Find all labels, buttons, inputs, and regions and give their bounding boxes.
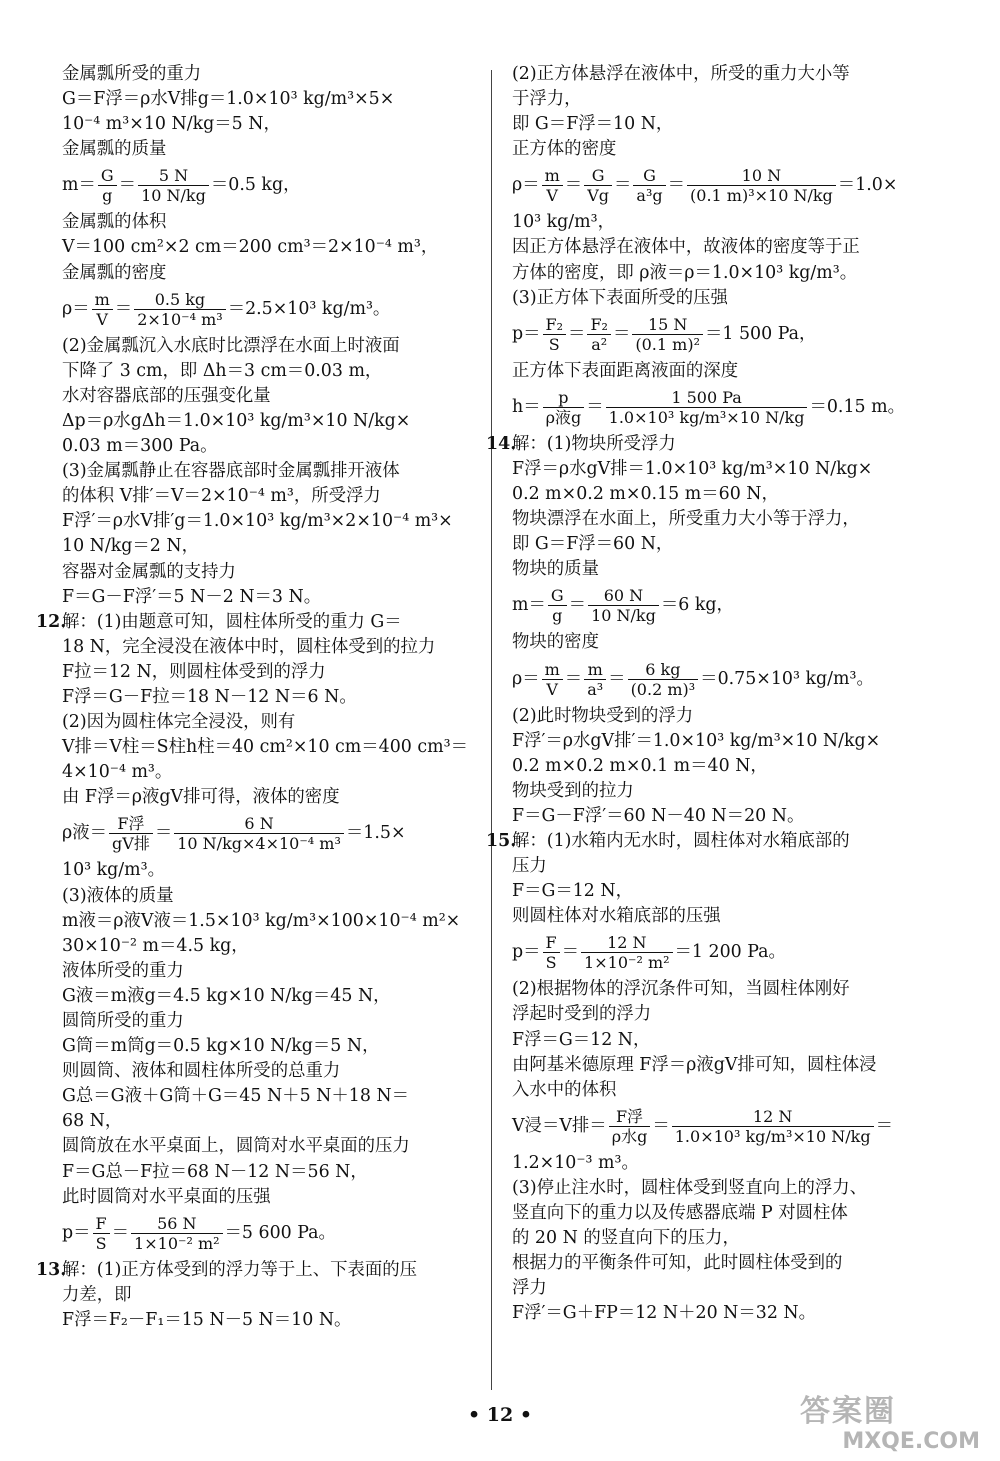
formula-line	[62, 162, 482, 210]
line-text: G＝F浮＝ρ水V排g＝1.0×10³ kg/m³×5×	[62, 89, 395, 110]
fraction	[687, 166, 836, 205]
line-text: 0.03 m＝300 Pa。	[62, 436, 218, 457]
formula-line	[512, 1103, 940, 1151]
line-text: F浮＝ρ水gV排＝1.0×10³ kg/m³×10 N/kg×	[512, 458, 873, 479]
fraction-numerator: 1 500 Pa	[606, 388, 808, 408]
formula-text: ＝	[111, 1222, 130, 1243]
text-line	[512, 1176, 940, 1201]
fraction	[632, 315, 703, 354]
text-line	[62, 585, 482, 610]
text-line	[512, 62, 940, 87]
line-text: V排＝V柱＝S柱h柱＝40 cm²×10 cm＝400 cm³＝	[62, 737, 468, 758]
formula-line	[62, 810, 482, 858]
line-text: 即 G＝F浮＝10 N，	[512, 114, 674, 135]
text-line	[62, 1009, 482, 1034]
formula-text: ＝	[612, 323, 631, 344]
line-text: 物块受到的拉力	[512, 780, 634, 801]
formula-text: V浸＝V排＝	[512, 1115, 607, 1136]
line-text: 1.2×10⁻³ m³。	[512, 1152, 639, 1173]
fraction-denominator: V	[96, 309, 108, 329]
text-line	[62, 459, 482, 484]
text-line	[62, 785, 482, 810]
formula-text: p＝	[512, 942, 541, 963]
text-line	[512, 904, 940, 929]
line-text: 由 F浮＝ρ液gV排可得，液体的密度	[62, 787, 340, 808]
text-line	[62, 334, 482, 359]
text-line	[62, 1059, 482, 1084]
line-text: F浮＝G－F拉＝18 N－12 N＝6 N。	[62, 686, 357, 707]
fraction	[587, 315, 611, 354]
line-text: 即 G＝F浮＝60 N，	[512, 534, 674, 555]
text-line	[62, 112, 482, 137]
text-line	[62, 1134, 482, 1159]
text-line	[62, 1185, 482, 1210]
problem-number: 15.	[486, 830, 517, 851]
formula-text: h＝	[512, 396, 541, 417]
problem-heading-line	[36, 610, 482, 635]
formula-text: ＝5 600 Pa。	[224, 1222, 336, 1243]
fraction	[131, 1214, 222, 1253]
text-line	[62, 934, 482, 959]
line-text: 金属瓢所受的重力	[62, 64, 202, 84]
line-text: G筒＝m筒g＝0.5 kg×10 N/kg＝5 N，	[62, 1036, 380, 1057]
fraction-denominator: 1.0×10³ kg/m³×10 N/kg	[674, 1126, 871, 1146]
line-text: 圆筒所受的重力	[62, 1011, 184, 1031]
formula-text: ＝	[154, 823, 173, 844]
text-line	[512, 729, 940, 754]
line-text: 10⁻⁴ m³×10 N/kg＝5 N，	[62, 114, 281, 135]
fraction	[581, 933, 672, 972]
text-line	[512, 557, 940, 582]
text-line	[512, 1078, 940, 1103]
formula-text: ＝1 200 Pa。	[674, 942, 786, 963]
line-text: 10 N/kg＝2 N，	[62, 536, 199, 557]
formula-text: ρ＝	[512, 668, 540, 689]
text-line	[62, 1308, 482, 1333]
text-line	[512, 235, 940, 260]
fraction-numerator: 6 kg	[628, 660, 699, 680]
fraction-denominator: 1.0×10³ kg/m³×10 N/kg	[608, 407, 805, 427]
text-line	[512, 1201, 940, 1226]
fraction	[633, 166, 665, 205]
text-line	[512, 804, 940, 829]
line-text: m液＝ρ液V液＝1.5×10³ kg/m³×100×10⁻⁴ m²×	[62, 910, 461, 931]
fraction-denominator: 10 N/kg×4×10⁻⁴ m³	[177, 834, 341, 854]
fraction-numerator: F₂	[587, 315, 611, 335]
line-text: 浮力	[512, 1278, 547, 1299]
line-text: 金属瓢的体积	[62, 212, 167, 233]
fraction-denominator: g	[552, 606, 563, 626]
fraction	[174, 814, 344, 853]
fraction	[543, 315, 567, 354]
text-line	[512, 210, 940, 235]
text-line	[62, 1084, 482, 1109]
line-text: 于浮力，	[512, 89, 582, 110]
formula-text: ＝	[608, 668, 626, 689]
line-text: G总＝G液＋G筒＋G＝45 N＋5 N＋18 N＝	[62, 1086, 410, 1107]
fraction	[606, 388, 808, 427]
fraction	[93, 1214, 110, 1253]
fraction	[98, 166, 117, 205]
fraction-denominator: gV排	[112, 834, 150, 854]
fraction-numerator: G	[548, 586, 567, 606]
problem-number: 13.	[36, 1259, 67, 1280]
text-line	[62, 760, 482, 785]
text-line	[62, 509, 482, 534]
formula-line	[512, 582, 940, 630]
line-text: F拉＝12 N，则圆柱体受到的浮力	[62, 661, 326, 682]
line-text: F浮′＝ρ水gV排′＝1.0×10³ kg/m³×10 N/kg×	[512, 730, 881, 751]
formula-text: ＝	[561, 942, 580, 963]
text-line	[62, 409, 482, 434]
line-text: 根据力的平衡条件可知，此时圆柱体受到的	[512, 1253, 843, 1274]
line-text: 入水中的体积	[512, 1079, 617, 1100]
formula-text: ＝	[564, 668, 583, 689]
formula-text: ＝0.5 kg，	[210, 175, 301, 196]
fraction-denominator: S	[95, 1233, 107, 1253]
fraction-numerator: p	[543, 388, 585, 408]
line-text: 金属瓢的密度	[62, 262, 167, 283]
text-line	[62, 534, 482, 559]
text-line	[512, 532, 940, 557]
formula-text: ＝0.15 m。	[809, 396, 905, 417]
text-line	[62, 62, 482, 87]
line-text: 解：(1)水箱内无水时，圆柱体对水箱底部的	[512, 830, 850, 851]
fraction-numerator: m	[542, 660, 563, 680]
fraction	[588, 586, 659, 625]
formula-text: m＝	[62, 175, 96, 196]
line-text: 物块漂浮在水面上，所受重力大小等于浮力，	[512, 509, 860, 530]
line-text: 方体的密度，即 ρ液＝ρ＝1.0×10³ kg/m³。	[512, 262, 858, 283]
fraction-numerator: F₂	[543, 315, 567, 335]
line-text: 由阿基米德原理 F浮＝ρ液gV排可知，圆柱体浸	[512, 1054, 877, 1075]
text-line	[512, 482, 940, 507]
fraction-denominator: Vg	[587, 186, 609, 206]
fraction-numerator: F浮	[109, 814, 153, 834]
text-line	[62, 137, 482, 162]
line-text: 10³ kg/m³，	[512, 212, 616, 233]
line-text: 10³ kg/m³。	[62, 860, 166, 881]
text-line	[512, 1053, 940, 1078]
formula-text: m＝	[512, 595, 546, 616]
fraction-numerator: m	[92, 290, 113, 310]
watermark-url: MXQE.COM	[842, 1429, 980, 1454]
line-text: 30×10⁻² m＝4.5 kg，	[62, 935, 249, 956]
text-line	[512, 286, 940, 311]
line-text: V＝100 cm²×2 cm＝200 cm³＝2×10⁻⁴ m³，	[62, 237, 439, 258]
text-line	[62, 710, 482, 735]
fraction-numerator: 12 N	[581, 933, 672, 953]
line-text: 68 N，	[62, 1111, 123, 1132]
fraction	[134, 290, 225, 329]
formula-text: ＝2.5×10³ kg/m³。	[227, 298, 391, 319]
formula-text: ＝1.5×	[345, 823, 406, 844]
fraction-denominator: 1×10⁻² m²	[134, 1233, 220, 1253]
fraction	[628, 660, 699, 699]
text-line	[62, 384, 482, 409]
problem-heading-line	[36, 1258, 482, 1283]
line-text: 正方体下表面距离液面的深度	[512, 360, 739, 381]
fraction-denominator: S	[548, 334, 560, 354]
fraction-numerator: F	[93, 1214, 110, 1234]
formula-line	[512, 311, 940, 359]
fraction-denominator: 10 N/kg	[141, 186, 206, 206]
fraction-denominator: ρ水g	[611, 1126, 648, 1146]
text-line	[512, 854, 940, 879]
formula-text: ＝	[118, 175, 137, 196]
line-text: 正方体的密度	[512, 139, 617, 160]
line-text: F浮′＝G＋FP＝12 N＋20 N＝32 N。	[512, 1303, 817, 1324]
formula-text: ρ液＝	[62, 823, 108, 844]
fraction-denominator: 2×10⁻⁴ m³	[137, 309, 223, 329]
text-line	[62, 210, 482, 235]
left-column	[36, 62, 482, 1333]
line-text: F浮＝G＝12 N，	[512, 1029, 651, 1050]
line-text: 0.2 m×0.2 m×0.1 m＝40 N，	[512, 755, 768, 776]
formula-line	[62, 286, 482, 334]
text-line	[512, 704, 940, 729]
fraction-numerator: F浮	[609, 1107, 651, 1127]
fraction-denominator: a³	[587, 679, 604, 699]
fraction-numerator: 15 N	[632, 315, 703, 335]
line-text: 浮起时受到的浮力	[512, 1004, 652, 1025]
text-line	[62, 858, 482, 883]
fraction-numerator: G	[98, 166, 117, 186]
line-text: 圆筒放在水平桌面上，圆筒对水平桌面的压力	[62, 1136, 410, 1157]
text-line	[62, 261, 482, 286]
line-text: (3)停止注水时，圆柱体受到竖直向上的浮力、	[512, 1177, 868, 1198]
text-line	[512, 977, 940, 1002]
text-line	[62, 909, 482, 934]
fraction-denominator: (0.1 m)³×10 N/kg	[690, 186, 833, 206]
fraction	[92, 290, 113, 329]
fraction	[542, 660, 563, 699]
line-text: 解：(1)由题意可知，圆柱体所受的重力 G＝	[62, 611, 402, 632]
line-text: 物块的质量	[512, 559, 599, 580]
fraction-numerator: G	[633, 166, 665, 186]
formula-text: ＝1 500 Pa，	[704, 323, 817, 344]
text-line	[512, 1028, 940, 1053]
line-text: (3)金属瓢静止在容器底部时金属瓢排开液体	[62, 461, 400, 482]
text-line	[62, 87, 482, 112]
line-text: 的 20 N 的竖直向下的压力，	[512, 1228, 740, 1249]
formula-text: ＝0.75×10³ kg/m³。	[700, 668, 874, 689]
problem-heading-line	[486, 829, 940, 854]
problem-number: 14.	[486, 433, 517, 454]
text-line	[512, 754, 940, 779]
fraction	[672, 1107, 874, 1146]
line-text: F浮＝F₂－F₁＝15 N－5 N＝10 N。	[62, 1309, 352, 1330]
fraction	[109, 814, 153, 853]
fraction-denominator: V	[546, 186, 558, 206]
fraction	[543, 388, 585, 427]
text-line	[512, 1301, 940, 1326]
fraction	[138, 166, 209, 205]
formula-text: ＝1.0×	[837, 175, 898, 196]
line-text: 因正方体悬浮在液体中，故液体的密度等于正	[512, 237, 860, 258]
formula-line	[62, 1210, 482, 1258]
right-column	[486, 62, 940, 1326]
line-text: F＝G－F浮′＝5 N－2 N＝3 N。	[62, 586, 322, 607]
text-line	[512, 112, 940, 137]
formula-text: p＝	[62, 1222, 91, 1243]
line-text: (2)金属瓢沉入水底时比漂浮在水面上时液面	[62, 335, 400, 356]
line-text: (2)此时物块受到的浮力	[512, 705, 694, 726]
line-text: (2)因为圆柱体完全浸没，则有	[62, 712, 296, 733]
fraction-numerator: F	[543, 933, 560, 953]
fraction-numerator: 0.5 kg	[134, 290, 225, 310]
fraction-numerator: 56 N	[131, 1214, 222, 1234]
formula-text: ＝	[614, 175, 632, 196]
line-text: 物块的密度	[512, 632, 599, 653]
line-text: (3)液体的质量	[62, 885, 174, 906]
text-line	[512, 507, 940, 532]
text-line	[512, 1276, 940, 1301]
formula-text: ＝	[568, 323, 586, 344]
text-line	[62, 959, 482, 984]
fraction-denominator: 10 N/kg	[591, 606, 656, 626]
line-text: 4×10⁻⁴ m³。	[62, 762, 173, 783]
text-line	[512, 1226, 940, 1251]
fraction	[584, 660, 606, 699]
text-line	[62, 1160, 482, 1185]
text-line	[512, 879, 940, 904]
text-line	[62, 1283, 482, 1308]
fraction-denominator: a³g	[636, 186, 663, 206]
formula-line	[512, 162, 940, 210]
formula-text: ＝6 kg，	[660, 595, 734, 616]
line-text: 解：(1)正方体受到的浮力等于上、下表面的压	[62, 1259, 418, 1280]
line-text: G液＝m液g＝4.5 kg×10 N/kg＝45 N，	[62, 985, 391, 1006]
text-line	[62, 735, 482, 760]
fraction-numerator: G	[584, 166, 612, 186]
text-line	[62, 359, 482, 384]
fraction	[543, 933, 560, 972]
line-text: 力差，即	[62, 1284, 132, 1305]
text-line	[62, 1034, 482, 1059]
line-text: (2)根据物体的浮沉条件可知，当圆柱体刚好	[512, 979, 850, 1000]
fraction-numerator: m	[542, 166, 563, 186]
line-text: 则圆筒、液体和圆柱体所受的总重力	[62, 1061, 341, 1082]
formula-text: ＝	[652, 1115, 670, 1136]
text-line	[512, 137, 940, 162]
text-line	[62, 434, 482, 459]
line-text: Δp＝ρ水gΔh＝1.0×10³ kg/m³×10 N/kg×	[62, 410, 411, 431]
fraction-denominator: (0.1 m)²	[635, 334, 700, 354]
formula-line	[512, 384, 940, 432]
text-line	[512, 87, 940, 112]
line-text: (3)正方体下表面所受的压强	[512, 287, 728, 308]
fraction-numerator: 6 N	[174, 814, 344, 834]
fraction-denominator: V	[546, 679, 558, 699]
text-line	[62, 984, 482, 1009]
text-line	[62, 685, 482, 710]
line-text: 0.2 m×0.2 m×0.15 m＝60 N，	[512, 484, 779, 505]
fraction-denominator: S	[545, 953, 557, 973]
line-text: 此时圆筒对水平桌面的压强	[62, 1186, 271, 1207]
fraction	[548, 586, 567, 625]
line-text: 液体所受的重力	[62, 960, 184, 981]
line-text: 18 N，完全浸没在液体中时，圆柱体受到的拉力	[62, 636, 436, 657]
fraction-denominator: (0.2 m)³	[630, 679, 696, 699]
text-line	[62, 660, 482, 685]
fraction-numerator: m	[584, 660, 606, 680]
line-text: F＝G－F浮′＝60 N－40 N＝20 N。	[512, 805, 805, 826]
fraction-numerator: 5 N	[138, 166, 209, 186]
text-line	[512, 1251, 940, 1276]
fraction-denominator: 1×10⁻² m²	[584, 953, 670, 973]
fraction-denominator: ρ液g	[545, 407, 582, 427]
fraction-denominator: g	[102, 186, 113, 206]
fraction-numerator: 12 N	[672, 1107, 874, 1127]
line-text: 竖直向下的重力以及传感器底端 P 对圆柱体	[512, 1203, 848, 1223]
line-text: F＝G＝12 N，	[512, 881, 634, 902]
page-number: • 12 •	[468, 1404, 532, 1426]
line-text: 下降了 3 cm，即 Δh＝3 cm＝0.03 m，	[62, 360, 383, 381]
text-line	[62, 884, 482, 909]
text-line	[512, 1002, 940, 1027]
formula-text: ＝	[875, 1115, 893, 1136]
problem-number: 12.	[36, 611, 67, 632]
line-text: (2)正方体悬浮在液体中，所受的重力大小等	[512, 64, 850, 84]
text-line	[62, 635, 482, 660]
fraction-numerator: 10 N	[687, 166, 836, 186]
formula-text: p＝	[512, 323, 541, 344]
text-line	[512, 457, 940, 482]
formula-text: ＝	[667, 175, 686, 196]
watermark-logo	[800, 1395, 990, 1455]
fraction-numerator: 60 N	[588, 586, 659, 606]
formula-text: ＝	[568, 595, 587, 616]
text-line	[512, 1151, 940, 1176]
line-text: 的体积 V排′＝V＝2×10⁻⁴ m³，所受浮力	[62, 486, 381, 507]
formula-text: ＝	[564, 175, 583, 196]
line-text: 解：(1)物块所受浮力	[512, 433, 676, 454]
fraction	[584, 166, 612, 205]
line-text: 金属瓢的质量	[62, 139, 167, 160]
formula-text: ρ＝	[62, 298, 90, 319]
line-text: F浮′＝ρ水V排′g＝1.0×10³ kg/m³×2×10⁻⁴ m³×	[62, 511, 453, 532]
line-text: 则圆柱体对水箱底部的压强	[512, 906, 721, 927]
line-text: 水对容器底部的压强变化量	[62, 385, 271, 406]
text-line	[512, 779, 940, 804]
text-line	[62, 560, 482, 585]
line-text: 容器对金属瓢的支持力	[62, 561, 236, 582]
text-line	[512, 359, 940, 384]
column-divider	[491, 70, 492, 1390]
text-line	[62, 484, 482, 509]
line-text: 压力	[512, 856, 547, 877]
formula-line	[512, 929, 940, 977]
formula-text: ＝	[586, 396, 604, 417]
formula-text: ＝	[114, 298, 133, 319]
watermark-text: 答案圈	[800, 1394, 896, 1429]
fraction-denominator: a²	[591, 334, 608, 354]
text-line	[62, 235, 482, 260]
line-text: F＝G总－F拉＝68 N－12 N＝56 N，	[62, 1161, 368, 1182]
text-line	[512, 261, 940, 286]
formula-line	[512, 656, 940, 704]
fraction	[542, 166, 563, 205]
problem-heading-line	[486, 432, 940, 457]
text-line	[512, 630, 940, 655]
fraction	[609, 1107, 651, 1146]
formula-text: ρ＝	[512, 175, 540, 196]
text-line	[62, 1109, 482, 1134]
